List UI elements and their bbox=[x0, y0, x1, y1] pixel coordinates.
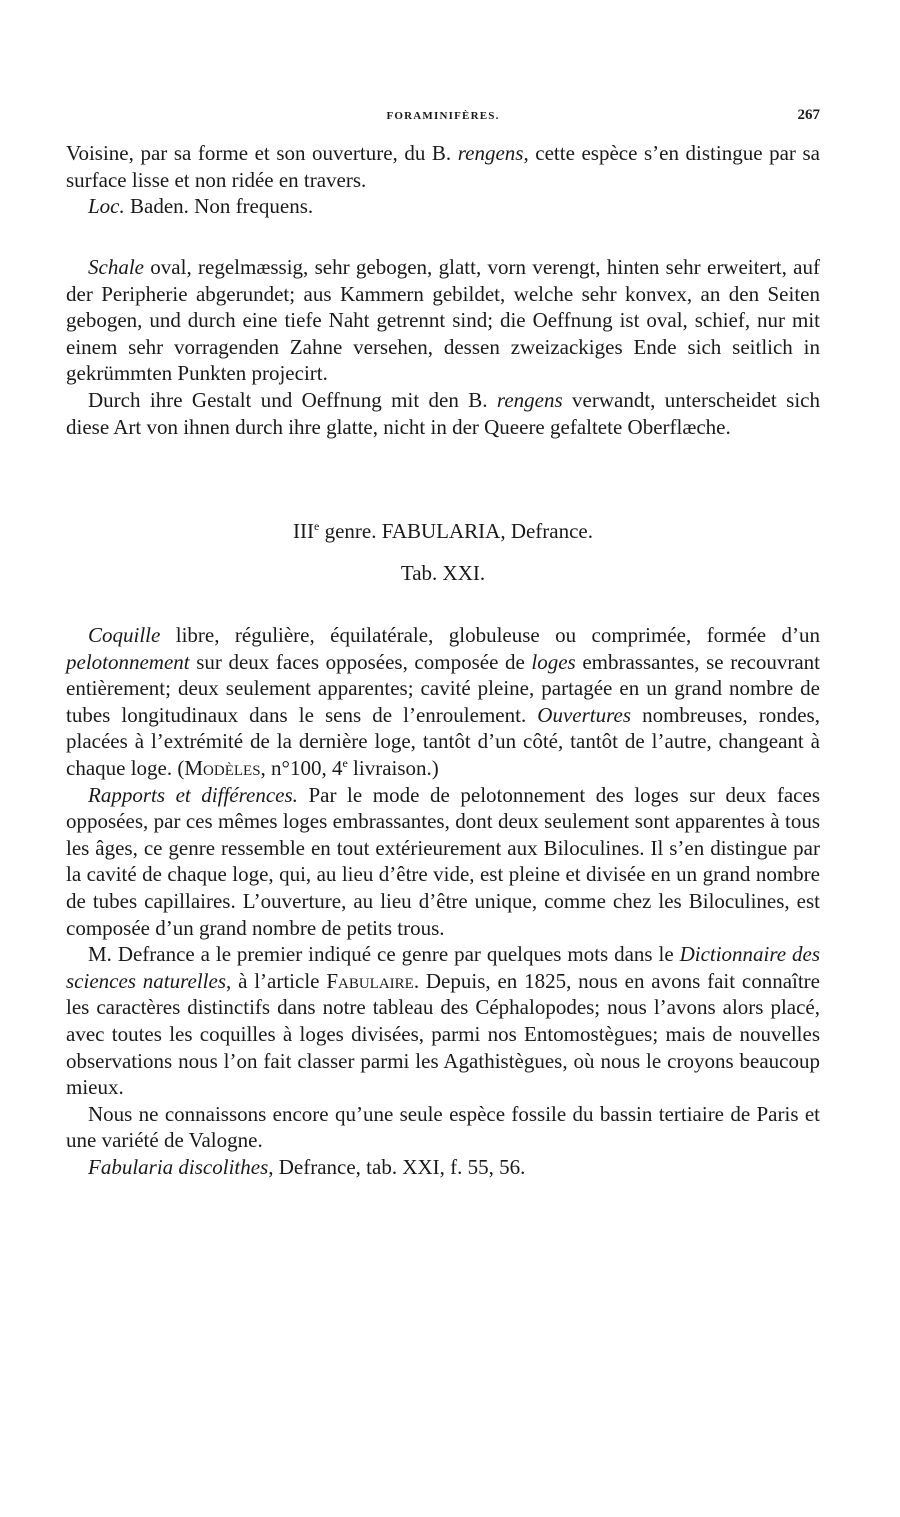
small-caps-term: Modèles bbox=[184, 755, 261, 780]
text-span: libre, régulière, équilatérale, globuleuse ou comprimée, formée d’un bbox=[160, 623, 820, 647]
term-italic: Schale bbox=[88, 255, 144, 279]
intro-section bbox=[66, 140, 820, 220]
text-span: , cette espèce s’en distingue par sa surface lisse et non ridée en travers. bbox=[66, 141, 820, 192]
german-section bbox=[66, 254, 820, 440]
term-italic: Ouvertures bbox=[537, 702, 631, 727]
text-span: M. Defrance a le premier indiqué ce genre par quelques mots dans le bbox=[88, 942, 680, 967]
term-italic: pelotonnement bbox=[66, 649, 190, 674]
genus-heading bbox=[66, 519, 820, 544]
paragraph-species-count bbox=[66, 1101, 820, 1154]
work-title: Dictionnaire des sciences naturelles bbox=[66, 942, 820, 993]
paragraph-german-comparison bbox=[66, 387, 820, 440]
paragraph-defrance bbox=[66, 941, 820, 1101]
text-span: Nous ne connaissons encore qu’une seule espèce fossile du bassin tertiaire de Paris et une variété de Valogne. bbox=[66, 1101, 820, 1153]
term-italic: Coquille bbox=[88, 623, 161, 647]
text-span: . Depuis, en 1825, nous en avons fait connaître les caractères distinctifs dans notre tableau des Céphalopodes; nous l’avons alors placé, avec toutes les coquilles à loges divisées, parmi nos Entomostègues; mais de nouvelles observations nous l’on fait classer parmi les Agathistègues, où nous le croyons beaucoup mieux. bbox=[66, 968, 820, 1100]
genus-numeral: III bbox=[293, 519, 314, 543]
paragraph-comparison bbox=[66, 140, 820, 193]
page-header bbox=[66, 107, 820, 130]
ordinal-suffix: e bbox=[342, 755, 348, 770]
text-span: Par le mode de pelotonnement des loges sur deux faces opposées, par ces mêmes loges embrassantes, dont deux seulement sont apparentes à tous les âges, ce genre ressemble en tout extérieurement aux Biloculines. Il s’en distingue par la cavité de chaque loge, qui, au lieu d’être vide, est pleine et divisée en un grand nombre de tubes capillaires. L’ouverture, au lieu d’être unique, comme chez les Biloculines, est composée d’un grand nombre de petits trous. bbox=[66, 782, 820, 940]
species-name: Fabularia discolithes bbox=[88, 1154, 269, 1179]
page-number: 267 bbox=[797, 107, 820, 123]
plate-reference: Tab. XXI. bbox=[400, 561, 486, 585]
small-caps-term: Fabulaire bbox=[326, 968, 414, 993]
text-span: , à l’article bbox=[226, 968, 327, 993]
text-span: Voisine, par sa forme et son ouverture, du B. bbox=[66, 141, 458, 165]
text-span: oval, regelmæssig, sehr gebogen, glatt, vorn verengt, hinten sehr erweitert, auf der Peripherie abgerundet; aus Kammern gebildet, welche sehr konvex, an den Seiten gebogen, und durch eine tiefe Naht getrennt sind; die Oeffnung ist oval, schief, nur mit einem sehr vorragenden Zahne versehen, dessen zweizackiges Ende sich seitlich in gekrümmten Punkten projecirt. bbox=[66, 255, 820, 386]
text-span: , n°100, 4 bbox=[260, 755, 343, 780]
running-title: FORAMINIFÈRES. bbox=[386, 110, 500, 122]
locality-label: Loc. bbox=[88, 194, 125, 219]
paragraph-german-description bbox=[66, 254, 820, 387]
text-span: nombreuses, rondes, placées à l’extrémité de la dernière loge, tantôt d’un côté, tantôt de l’autre, changeant à chaque loge. ( bbox=[66, 702, 820, 780]
text-span: livraison.) bbox=[347, 755, 439, 780]
text-span: sur deux faces opposées, composée de bbox=[189, 649, 532, 674]
paragraph-species-entry bbox=[66, 1154, 820, 1181]
paragraph-genus-description bbox=[66, 622, 820, 782]
paragraph-locality bbox=[66, 193, 820, 220]
term-italic: loges bbox=[531, 649, 576, 674]
paragraph-rapports bbox=[66, 782, 820, 942]
species-name: rengens bbox=[457, 141, 524, 165]
genus-title: genre. FABULARIA, Defrance. bbox=[319, 519, 593, 543]
text-span: , Defrance, tab. XXI, f. 55, 56. bbox=[268, 1154, 526, 1179]
section-label: Rapports et différences. bbox=[88, 782, 298, 807]
ordinal-suffix: e bbox=[313, 519, 320, 533]
text-span: verwandt, unterscheidet sich diese Art von ihnen durch ihre glatte, nicht in der Queere gefaltete Oberflæche. bbox=[66, 387, 820, 439]
species-name: rengens bbox=[496, 387, 563, 412]
text-span: embrassantes, se recouvrant entièrement; deux seulement apparentes; cavité pleine, partagée en un grand nombre de tubes longitudinaux dans le sens de l’enroulement. bbox=[66, 649, 820, 727]
genus-section bbox=[66, 622, 820, 1180]
locality-text: Baden. Non frequens. bbox=[124, 194, 314, 219]
text-span: Durch ihre Gestalt und Oeffnung mit den B. bbox=[88, 387, 497, 412]
